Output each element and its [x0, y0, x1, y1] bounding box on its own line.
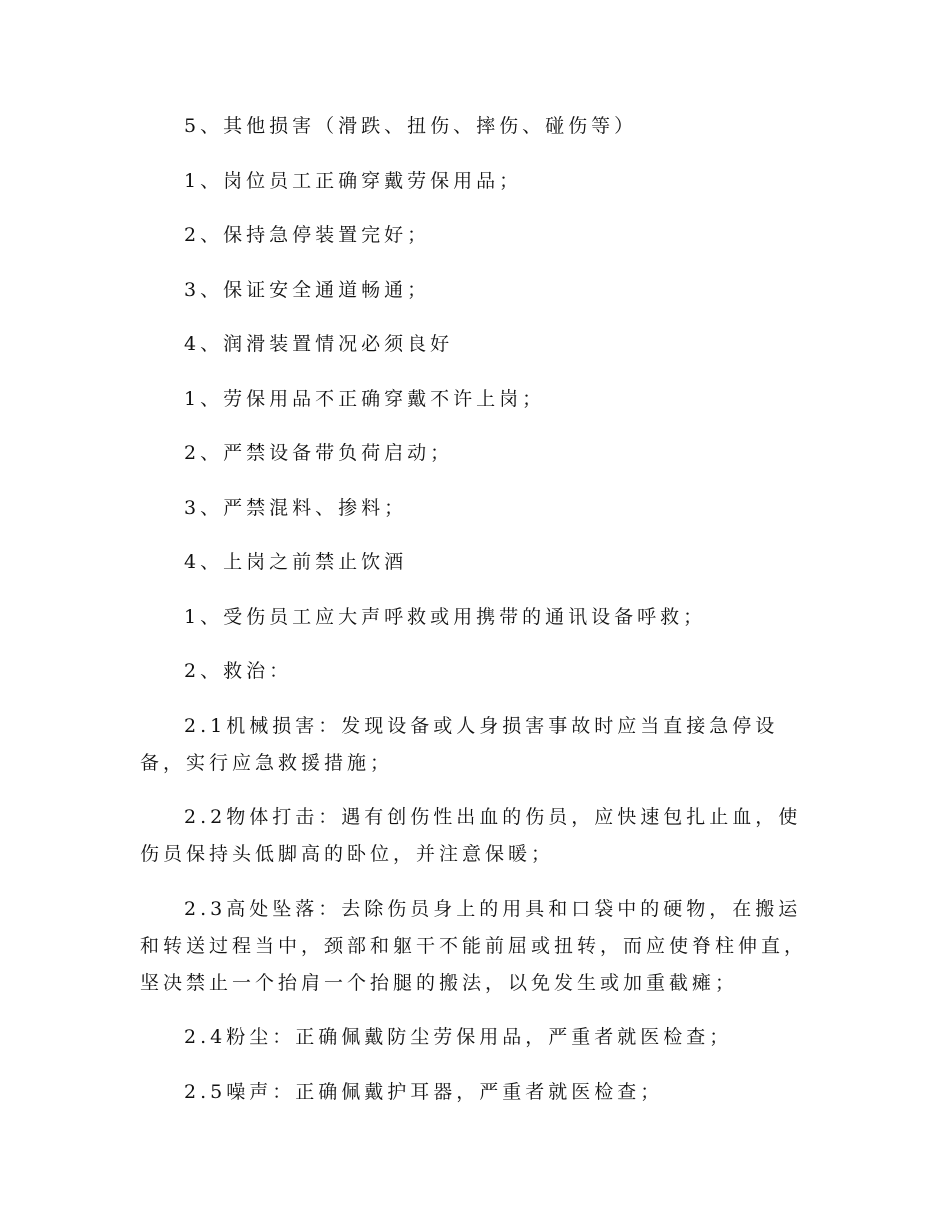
- paragraph-no-ppe-no-work: 1、劳保用品不正确穿戴不许上岗；: [184, 387, 546, 410]
- paragraph-emergency-stop: 2、保持急停装置完好；: [184, 224, 431, 246]
- paragraph-mechanical-injury: 2.1机械损害：发现设备或人身损害事故时应当直接急停设备，实行应急救援措施；: [140, 714, 779, 774]
- paragraph-ppe-wearing: 1、岗位员工正确穿戴劳保用品；: [184, 169, 523, 192]
- document-body: [140, 108, 812, 1128]
- paragraph-object-strike: 2.2物体打击：遇有创伤性出血的伤员，应快速包扎止血，使伤员保持头低脚高的卧位，并注意保暖；: [140, 806, 802, 865]
- paragraph-noise: 2.5噪声：正确佩戴护耳器，严重者就医检查；: [184, 1080, 664, 1103]
- paragraph-safe-passage: 3、保证安全通道畅通；: [184, 278, 431, 301]
- paragraph-treatment-heading: 2、救治：: [184, 660, 293, 682]
- paragraph-no-mixing: 3、严禁混料、掺料；: [184, 496, 408, 519]
- paragraph-fall-from-height: 2.3高处坠落：去除伤员身上的用具和口袋中的硬物，在搬运和转送过程当中，颈部和躯干不能前屈或扭转，而应使脊柱伸直，坚决禁止一个抬肩一个抬腿的搬法，以免发生或加重截瘫；: [140, 897, 808, 994]
- paragraph-no-load-start: 2、严禁设备带负荷启动；: [184, 442, 454, 464]
- paragraph-call-for-help: 1、受伤员工应大声呼救或用携带的通讯设备呼救；: [184, 605, 707, 628]
- paragraph-lubrication: 4、润滑装置情况必须良好: [184, 333, 454, 355]
- paragraph-no-alcohol: 4、上岗之前禁止饮酒: [184, 551, 408, 573]
- paragraph-other-injuries: 5、其他损害（滑跌、扭伤、摔伤、碰伤等）: [184, 115, 638, 137]
- paragraph-dust: 2.4粉尘：正确佩戴防尘劳保用品，严重者就医检查；: [184, 1026, 733, 1048]
